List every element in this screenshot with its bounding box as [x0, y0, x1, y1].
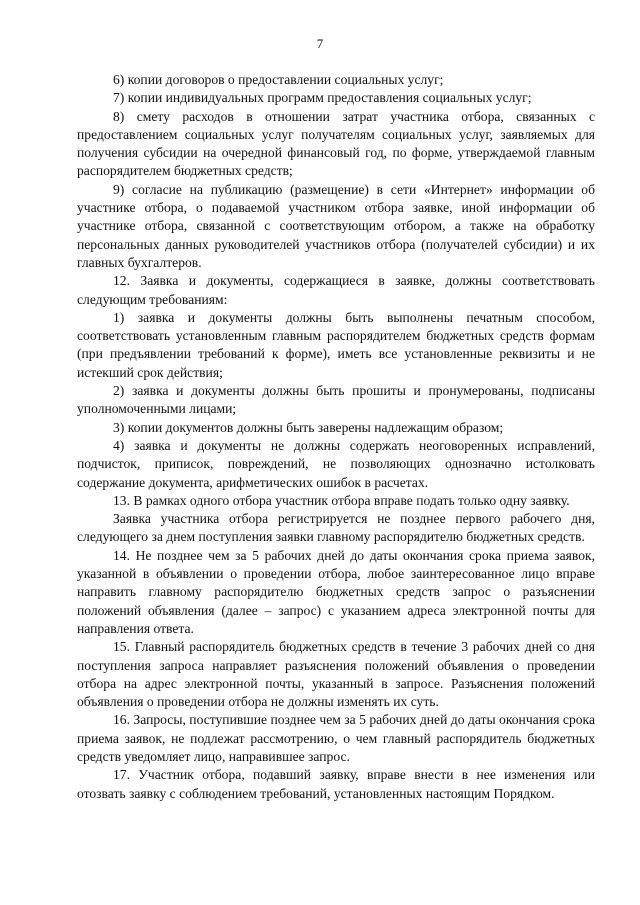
paragraph: 16. Запросы, поступившие позднее чем за 5 рабочих дней до даты окончания срока приема заявок, не подлежат рассмотрению, о чем главный распорядитель бюджетных средств уведомляет лицо, направившее запрос.: [77, 712, 595, 764]
paragraph: 12. Заявка и документы, содержащиеся в заявке, должны соответствовать следующим требованиям:: [77, 273, 595, 307]
paragraph: 8) смету расходов в отношении затрат участника отбора, связанных с предоставлением социальных услуг получателям социальных услуг, заявляемых для получения субсидии на очередной финансовый год, по форме, утверждаемой главным распорядителем бюджетных средств;: [77, 108, 595, 179]
paragraph: 14. Не позднее чем за 5 рабочих дней до даты окончания срока приема заявок, указанной в объявлении о проведении отбора, любое заинтересованное лицо вправе направить главному распорядителю бюджетных средств запрос о разъяснении положений объявления (далее – запрос) с указанием адреса электронной почты для направления ответа.: [77, 547, 595, 636]
paragraph: 15. Главный распорядитель бюджетных средств в течение 3 рабочих дней со дня поступления запроса направляет разъяснения положений объявления о проведении отбора на адрес электронной почты, указанный в запросе. Разъяснения положений объявления о проведении отбора не должны изменять их суть.: [77, 639, 595, 710]
paragraph: 6) копии договоров о предоставлении социальных услуг;: [113, 72, 444, 87]
paragraph: 13. В рамках одного отбора участник отбора вправе подать только одну заявку.: [113, 492, 570, 508]
paragraph: 9) согласие на публикацию (размещение) в сети «Интернет» информации об участнике отбора, о подаваемой участником отбора заявке, иной информации об участнике отбора, связанной с соответствующим отбором, а также на обработку персональных данных руководителей участников отбора (получателей субсидии) и их главных бухгалтеров.: [77, 181, 595, 270]
paragraph: 17. Участник отбора, подавший заявку, вправе внести в нее изменения или отозвать заявку с соблюдением требований, установленных настоящим Порядком.: [77, 767, 595, 801]
paragraph: 2) заявка и документы должны быть прошиты и пронумерованы, подписаны уполномоченными лицами;: [77, 383, 595, 417]
paragraph: 1) заявка и документы должны быть выполнены печатным способом, соответствовать установленным главным распорядителем бюджетных средств формам (при предъявлении требований к форме), иметь все установленные реквизиты и не истекший срок действия;: [77, 309, 595, 380]
paragraph: 4) заявка и документы не должны содержать неоговоренных исправлений, подчисток, приписок, повреждений, не позволяющих однозначно истолковать содержание документа, арифметических ошибок в расчетах.: [77, 437, 595, 490]
document-body: [77, 71, 595, 803]
page-number: 7: [316, 36, 324, 51]
paragraph: 7) копии индивидуальных программ предоставления социальных услуг;: [113, 90, 532, 106]
paragraph: Заявка участника отбора регистрируется не позднее первого рабочего дня, следующего за днем поступления заявки главному распорядителю бюджетных средств.: [77, 511, 595, 545]
paragraph: 3) копии документов должны быть заверены надлежащим образом;: [113, 419, 504, 435]
